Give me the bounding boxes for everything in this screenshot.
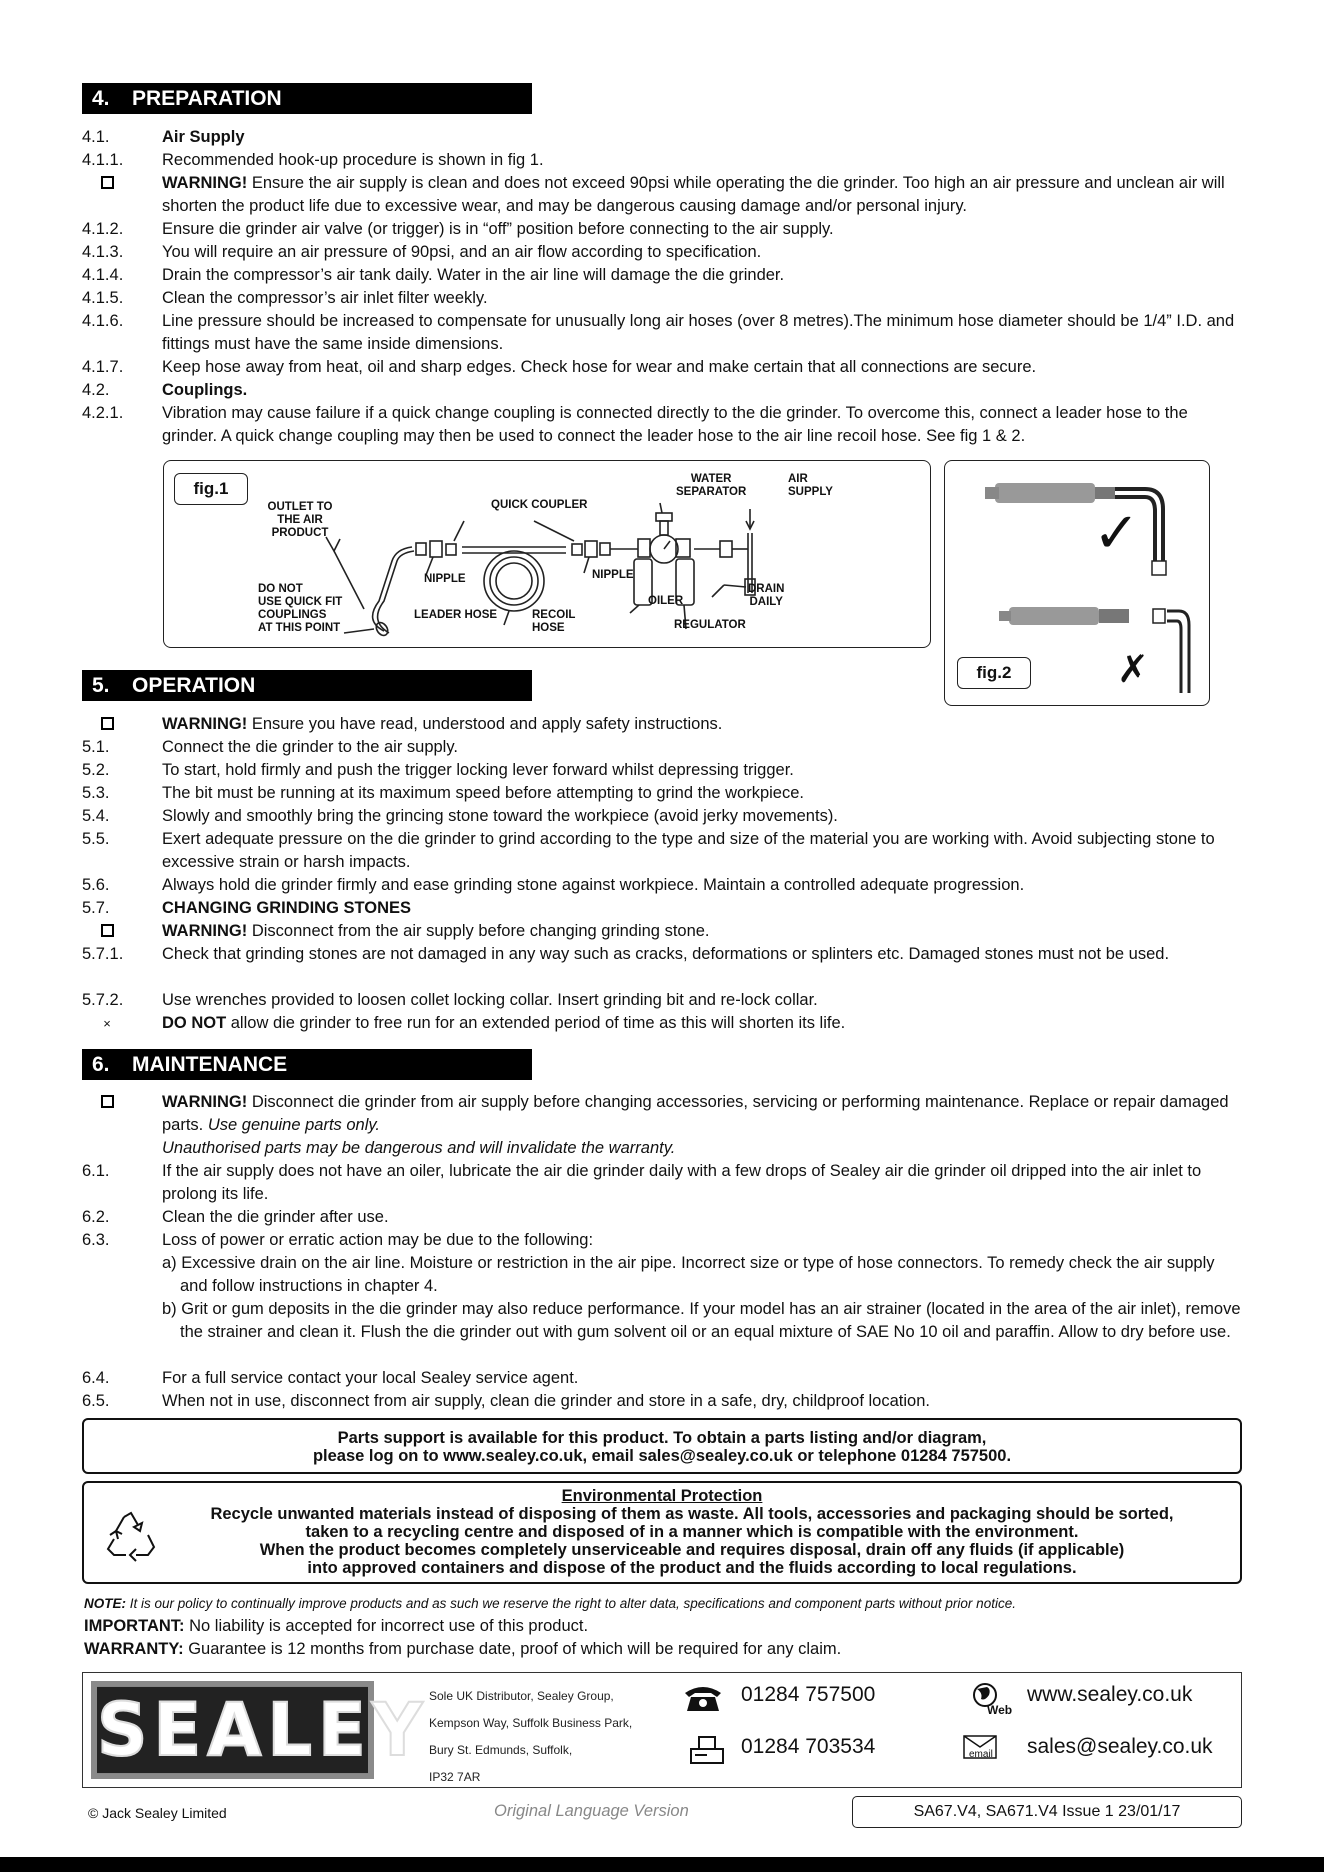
figure-1: [163, 460, 931, 648]
item-text: When not in use, disconnect from air supply, clean die grinder and store in a safe, dry, childproof location.: [162, 1392, 930, 1410]
item-text: Vibration may cause failure if a quick change coupling is connected directly to the die grinder. To overcome this, connect a leader hose to the grinder. A quick change coupling may then be used to connect the leader hose to the air line recoil hose. See fig 1 & 2.: [162, 404, 1188, 445]
item-text: The bit must be running at its maximum speed before attempting to grind the workpiece.: [162, 784, 804, 802]
address-line: Bury St. Edmunds, Suffolk,: [429, 1743, 573, 1757]
label-nipple-right: NIPPLE: [592, 569, 634, 581]
item-text: Disconnect from the air supply before changing grinding stone.: [247, 922, 710, 940]
item-number: 5.7.: [82, 899, 110, 917]
contact-footer: [82, 1672, 1242, 1788]
figure-2: [944, 460, 1210, 706]
list-item: [82, 1206, 1242, 1229]
item-number: 4.1.: [82, 128, 110, 146]
language-version: Original Language Version: [494, 1802, 689, 1820]
label-recoil-hose: RECOIL HOSE: [532, 609, 576, 634]
item-text: Keep hose away from heat, oil and sharp edges. Check hose for wear and make certain that all connections are secure.: [162, 358, 1037, 376]
label-quick-coupler: QUICK COUPLER: [491, 499, 588, 511]
parts-support-box: [82, 1418, 1242, 1474]
website-link[interactable]: www.sealey.co.uk: [1027, 1683, 1193, 1706]
section-title: MAINTENANCE: [132, 1053, 288, 1076]
warranty-text: Guarantee is 12 months from purchase date, proof of which will be required for any claim.: [183, 1640, 842, 1658]
important-text: No liability is accepted for incorrect use of this product.: [184, 1617, 589, 1635]
list-item: [82, 897, 1242, 920]
list-item: [82, 805, 1242, 828]
email-label: email: [969, 1749, 993, 1760]
item-text: b) Grit or gum deposits in the die grinder may also reduce performance. If your model has an air strainer (located in the area of the air inlet), remove the strainer and clean it. Flush the die grinder out with gum solvent oil or an equal mixture of SAE No 10 oil and paraffin. Allow to dry before use.: [162, 1300, 1241, 1341]
label-regulator: REGULATOR: [674, 619, 746, 631]
item-text: Exert adequate pressure on the die grinder to grind according to the type and size of the material you are working with. Avoid subjecting stone to excessive strain or harsh impacts.: [162, 830, 1215, 871]
environmental-title: Environmental Protection: [561, 1487, 763, 1505]
label-water-separator: WATER SEPARATOR: [676, 473, 747, 498]
item-number: 5.2.: [82, 761, 110, 779]
item-number: 6.1.: [82, 1162, 110, 1180]
item-number: 5.1.: [82, 738, 110, 756]
checkbox-icon: [82, 172, 132, 195]
address-line: Kempson Way, Suffolk Business Park,: [429, 1716, 633, 1730]
list-item-warning: [82, 920, 1242, 943]
note-text: It is our policy to continually improve products and as such we reserve the right to alter data, specifications and component parts without prior notice.: [126, 1596, 1016, 1611]
item-text: allow die grinder to free run for an extended period of time as this will shorten its life.: [226, 1014, 846, 1032]
web-label: Web: [987, 1703, 1013, 1717]
item-number: 5.4.: [82, 807, 110, 825]
checkbox-icon: [82, 713, 132, 736]
item-number: 5.7.1.: [82, 945, 124, 963]
item-number: 5.5.: [82, 830, 110, 848]
item-number: 6.2.: [82, 1208, 110, 1226]
environmental-line-1: Recycle unwanted materials instead of disposing of them as waste. All tools, accessories and packaging should be sorted,: [210, 1505, 1174, 1523]
item-text: a) Excessive drain on the air line. Moisture or restriction in the air pipe. Incorrect size or type of hose connectors. To remedy check the air supply and follow instructions in chapter 4.: [162, 1254, 1215, 1295]
note-line: [84, 1594, 1244, 1614]
important-line: [84, 1616, 1244, 1636]
list-item: [82, 943, 1242, 966]
list-item: [82, 759, 1242, 782]
label-do-not: DO NOT USE QUICK FIT COUPLINGS AT THIS POINT: [258, 583, 343, 634]
item-text-italic: Unauthorised parts may be dangerous and will invalidate the warranty.: [162, 1139, 676, 1157]
label-drain-daily: DRAIN DAILY: [748, 583, 785, 608]
label-outlet: OUTLET TO THE AIR PRODUCT: [267, 501, 333, 539]
item-text: Connect the die grinder to the air supply.: [162, 738, 458, 756]
list-item: [82, 736, 1242, 759]
item-text: You will require an air pressure of 90psi, and an air flow according to specification.: [162, 243, 762, 261]
item-text: Drain the compressor’s air tank daily. Water in the air line will damage the die grinder.: [162, 266, 785, 284]
list-item: [82, 126, 1242, 149]
copyright: © Jack Sealey Limited: [88, 1805, 227, 1821]
item-text: Disconnect die grinder from air supply before changing accessories, servicing or performing maintenance. Replace or repair damaged parts.: [162, 1093, 1229, 1134]
list-item: [82, 218, 1242, 241]
document-version: SA67.V4, SA671.V4 Issue 1 23/01/17: [852, 1796, 1242, 1828]
section-title: PREPARATION: [132, 87, 282, 110]
page-bottom-bar: [0, 1857, 1324, 1872]
caution-label: DO NOT: [162, 1014, 227, 1032]
section-header-preparation: [82, 83, 532, 114]
fax-icon: [687, 1735, 727, 1765]
item-number: 5.6.: [82, 876, 110, 894]
important-label: IMPORTANT:: [84, 1617, 185, 1635]
item-number: 4.1.4.: [82, 266, 124, 284]
list-item: [82, 241, 1242, 264]
section-number: 6.: [92, 1053, 110, 1076]
list-item: [82, 989, 1242, 1012]
list-subitem: [82, 1298, 1242, 1344]
warning-label: WARNING!: [162, 1093, 248, 1111]
item-number: 4.1.7.: [82, 358, 124, 376]
item-text: Always hold die grinder firmly and ease grinding stone against workpiece. Maintain a controlled adequate progression.: [162, 876, 1025, 894]
phone-number[interactable]: 01284 757500: [741, 1683, 876, 1706]
item-text-italic: Use genuine parts only.: [207, 1116, 380, 1134]
fax-number[interactable]: 01284 703534: [741, 1735, 876, 1758]
list-item-caution: [82, 1012, 1242, 1035]
item-number: 4.2.1.: [82, 404, 124, 422]
list-item: [82, 1367, 1242, 1390]
item-text: Recommended hook-up procedure is shown in fig 1.: [162, 151, 544, 169]
subheading: Couplings.: [162, 381, 248, 399]
environmental-line-4: into approved containers and dispose of the product and the fluids according to local regulations.: [307, 1559, 1077, 1577]
label-oiler: OILER: [648, 595, 684, 607]
parts-line-1: Parts support is available for this product. To obtain a parts listing and/or diagram,: [337, 1429, 987, 1447]
address-line: Sole UK Distributor, Sealey Group,: [429, 1689, 614, 1703]
section-number: 4.: [92, 87, 110, 110]
list-item: [82, 828, 1242, 874]
item-text: For a full service contact your local Sealey service agent.: [162, 1369, 579, 1387]
item-text: Line pressure should be increased to compensate for unusually long air hoses (over 8 metres).The minimum hose diameter should be 1/4” I.D. and fittings must have the same inside dimensions.: [162, 312, 1235, 353]
label-air-supply: AIR SUPPLY: [788, 473, 833, 498]
section-header-maintenance: [82, 1049, 532, 1080]
list-item: [82, 264, 1242, 287]
parts-line-2: please log on to www.sealey.co.uk, email sales@sealey.co.uk or telephone 01284 757500.: [312, 1447, 1012, 1465]
item-number: 4.1.3.: [82, 243, 124, 261]
item-text: Ensure you have read, understood and apply safety instructions.: [247, 715, 723, 733]
item-number: 4.1.1.: [82, 151, 124, 169]
item-text: Ensure the air supply is clean and does not exceed 90psi while operating the die grinder. Too high an air pressure and unclean air will shorten the product life due to excessive wear, and may be dangerous causing damage and/or personal injury.: [162, 174, 1225, 215]
telephone-icon: [683, 1683, 723, 1713]
list-item: [82, 310, 1242, 356]
item-text: If the air supply does not have an oiler, lubricate the air die grinder daily with a few drops of Sealey air die grinder oil dripped into the air inlet to prolong its life.: [162, 1162, 1202, 1203]
list-item-warning: [82, 1091, 1242, 1160]
item-number: 6.4.: [82, 1369, 110, 1387]
section-header-operation: [82, 670, 532, 701]
item-number: 4.1.6.: [82, 312, 124, 330]
label-nipple-left: NIPPLE: [424, 573, 466, 585]
item-number: 6.5.: [82, 1392, 110, 1410]
item-text: Slowly and smoothly bring the grincing stone toward the workpiece (avoid jerky movements).: [162, 807, 838, 825]
item-text: Ensure die grinder air valve (or trigger) is in “off” position before connecting to the air supply.: [162, 220, 834, 238]
item-number: 4.1.2.: [82, 220, 124, 238]
list-item: [82, 379, 1242, 402]
item-number: 6.3.: [82, 1231, 110, 1249]
list-item: [82, 402, 1242, 448]
item-number: 4.2.: [82, 381, 110, 399]
checkbox-icon: [82, 920, 132, 943]
email-link[interactable]: sales@sealey.co.uk: [1027, 1735, 1213, 1758]
logo-text: SEALEY: [97, 1686, 429, 1774]
list-item-warning: [82, 172, 1242, 218]
item-text: To start, hold firmly and push the trigger locking lever forward whilst depressing trigger.: [162, 761, 794, 779]
list-item-warning: [82, 713, 1242, 736]
figure-label: fig.1: [174, 473, 248, 505]
list-item: [82, 874, 1242, 897]
warning-label: WARNING!: [162, 922, 248, 940]
address-line: IP32 7AR: [429, 1770, 481, 1784]
sealey-logo: [91, 1681, 429, 1779]
label-leader-hose: LEADER HOSE: [414, 609, 498, 621]
section-title: OPERATION: [132, 674, 256, 697]
list-item: [82, 1229, 1242, 1252]
warning-label: WARNING!: [162, 174, 248, 192]
list-item: [82, 356, 1242, 379]
figure-label: fig.2: [957, 657, 1031, 689]
subheading: Air Supply: [162, 128, 245, 146]
item-number: 5.7.2.: [82, 991, 124, 1009]
list-item: [82, 287, 1242, 310]
list-item: [82, 1390, 1242, 1413]
checkbox-icon: [82, 1091, 132, 1114]
item-text: Clean the die grinder after use.: [162, 1208, 389, 1226]
tick-icon: ✓: [1093, 501, 1140, 566]
environmental-line-3: When the product becomes completely unserviceable and requires disposal, drain off any fluids (if applicable): [259, 1541, 1125, 1559]
warranty-label: WARRANTY:: [84, 1640, 184, 1658]
list-subitem: [82, 1252, 1242, 1298]
item-number: 5.3.: [82, 784, 110, 802]
item-text: Clean the compressor’s air inlet filter weekly.: [162, 289, 488, 307]
section-number: 5.: [92, 674, 110, 697]
environmental-line-2: taken to a recycling centre and disposed of in a manner which is compatible with the environment.: [305, 1523, 1079, 1541]
item-text: Loss of power or erratic action may be due to the following:: [162, 1231, 594, 1249]
list-item: [82, 782, 1242, 805]
list-item: [82, 149, 1242, 172]
item-number: 4.1.5.: [82, 289, 124, 307]
warranty-line: [84, 1639, 1244, 1659]
cross-mark-icon: ×: [103, 1016, 111, 1031]
warning-label: WARNING!: [162, 715, 248, 733]
environmental-box: [82, 1481, 1242, 1584]
item-text: Check that grinding stones are not damaged in any way such as cracks, deformations or splinters etc. Damaged stones must not be used.: [162, 945, 1170, 963]
distributor-address: [429, 1683, 632, 1791]
cross-icon: ✗: [1117, 647, 1149, 691]
item-text: Use wrenches provided to loosen collet locking collar. Insert grinding bit and re-lock collar.: [162, 991, 818, 1009]
note-label: NOTE:: [84, 1596, 126, 1611]
list-item: [82, 1160, 1242, 1206]
recycle-icon: [104, 1509, 158, 1563]
subheading: CHANGING GRINDING STONES: [162, 899, 412, 917]
